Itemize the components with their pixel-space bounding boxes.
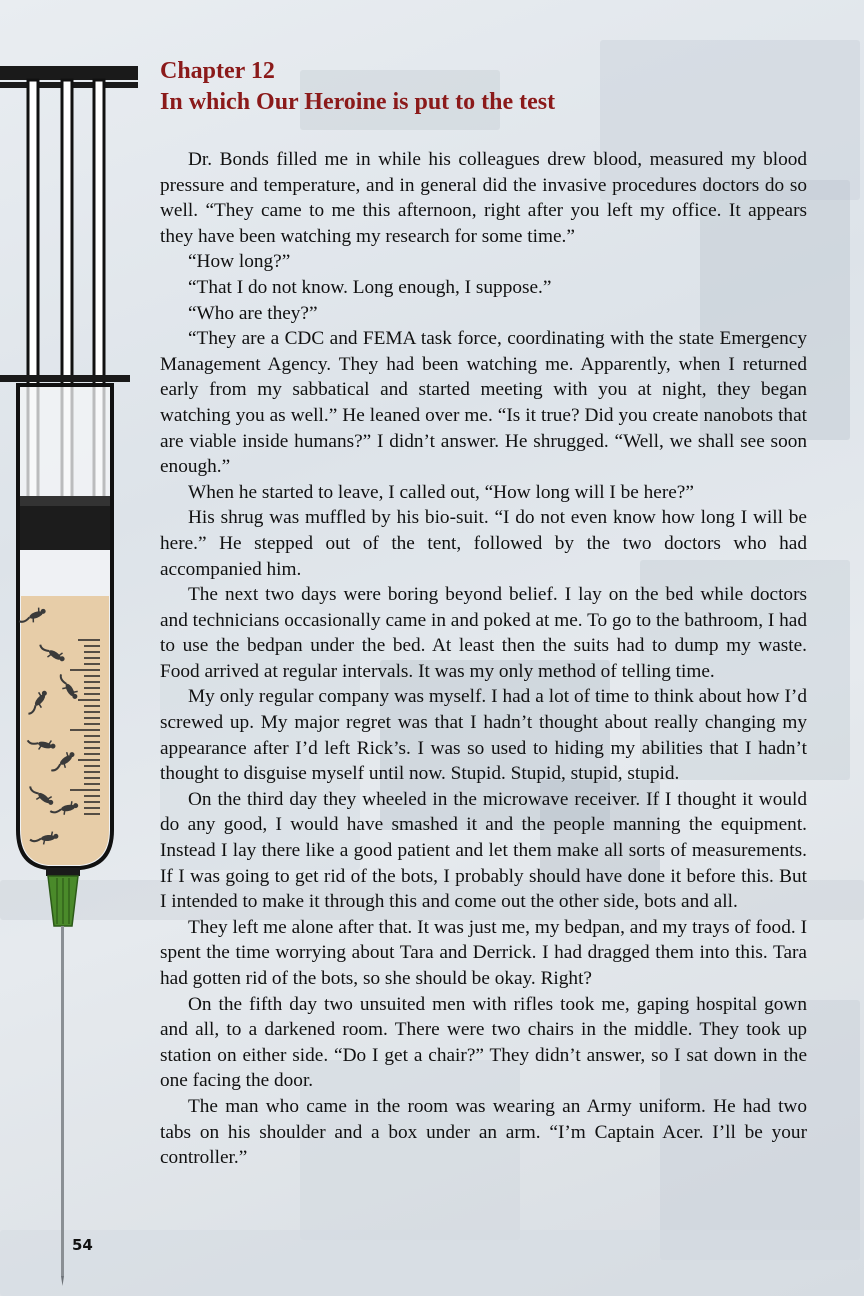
plunger-cap bbox=[0, 66, 138, 80]
paragraph: On the fifth day two unsuited men with rifles took me, gaping hospital gown and all, to a darkened room. There were two chairs in the middle. They took up station on either side. “Do I get a chair?” They didn’t answer, so I sat down in the one facing the door. bbox=[160, 993, 807, 1092]
needle-collar bbox=[46, 868, 80, 876]
paragraph: Dr. Bonds filled me in while his colleagues drew blood, measured my blood pressure and temperature, and in general did the invasive procedures doctors do so well. “They came to me this afternoon, right after you left my office. It appears they have been watching my research for some time.” bbox=[160, 149, 807, 247]
paragraph: They left me alone after that. It was just me, my bedpan, and my trays of food. I spent the time worrying about Tara and Derrick. I had dragged them into this. Tara had gotten rid of the bots, so she should be okay. Right? bbox=[160, 916, 807, 989]
barrel-flange bbox=[0, 375, 130, 382]
syringe-needle bbox=[61, 926, 64, 1276]
chapter-heading bbox=[160, 56, 555, 118]
syringe-illustration bbox=[0, 60, 140, 1290]
paragraph: On the third day they wheeled in the microwave receiver. If I thought it would do any good, I would have smashed it and the people manning the equipment. Instead I lay there like a good patient and let them make all sorts of measurements. If I was going to get rid of the bots, I probably should have done it before this. But I intended to make it through this and come out the other side, bots and all. bbox=[160, 788, 807, 913]
paragraph: His shrug was muffled by his bio-suit. “I do not even know how long I will be here.” He stepped out of the tent, followed by the two doctors who had accompanied him. bbox=[160, 507, 807, 580]
paragraph: The man who came in the room was wearing an Army uniform. He had two tabs on his shoulder and a box under an arm. “I’m Captain Acer. I’ll be your controller.” bbox=[160, 1095, 807, 1169]
page-number: 54 bbox=[72, 1236, 93, 1254]
paragraph: “Who are they?” bbox=[188, 302, 318, 324]
paragraph: The next two days were boring beyond belief. I lay on the bed while doctors and technicians occasionally came in and poked at me. To go to the bathroom, I had to use the bedpan under the bed. At least then the suits had to dump my waste. Food arrived at regular intervals. It was my only method of telling time. bbox=[160, 584, 807, 682]
chapter-number: Chapter 12 bbox=[160, 58, 275, 84]
paragraph: “How long?” bbox=[188, 251, 291, 273]
paragraph: “They are a CDC and FEMA task force, coordinating with the state Emergency Management Agency. They had been watching me. Apparently, when I returned early from my sabbatical and started meeting with you at night, they began watching you as well.” He leaned over me. “Is it true? Did you create nanobots that are viable inside humans?” I didn’t answer. He shrugged. “Well, we shall see soon enough.” bbox=[160, 328, 807, 478]
paragraph: “That I do not know. Long enough, I suppose.” bbox=[188, 276, 552, 298]
chapter-title: In which Our Heroine is put to the test bbox=[160, 89, 556, 115]
chapter-body bbox=[160, 147, 807, 1171]
paragraph: My only regular company was myself. I had a lot of time to think about how I’d screwed up. My major regret was that I hadn’t thought about really changing my appearance after I’d left Rick’s. I was so used to hiding my abilities that I hadn’t thought to disguise myself until now. Stupid. Stupid, stupid, stupid. bbox=[160, 686, 807, 785]
paragraph: When he started to leave, I called out, “How long will I be here?” bbox=[188, 481, 694, 503]
